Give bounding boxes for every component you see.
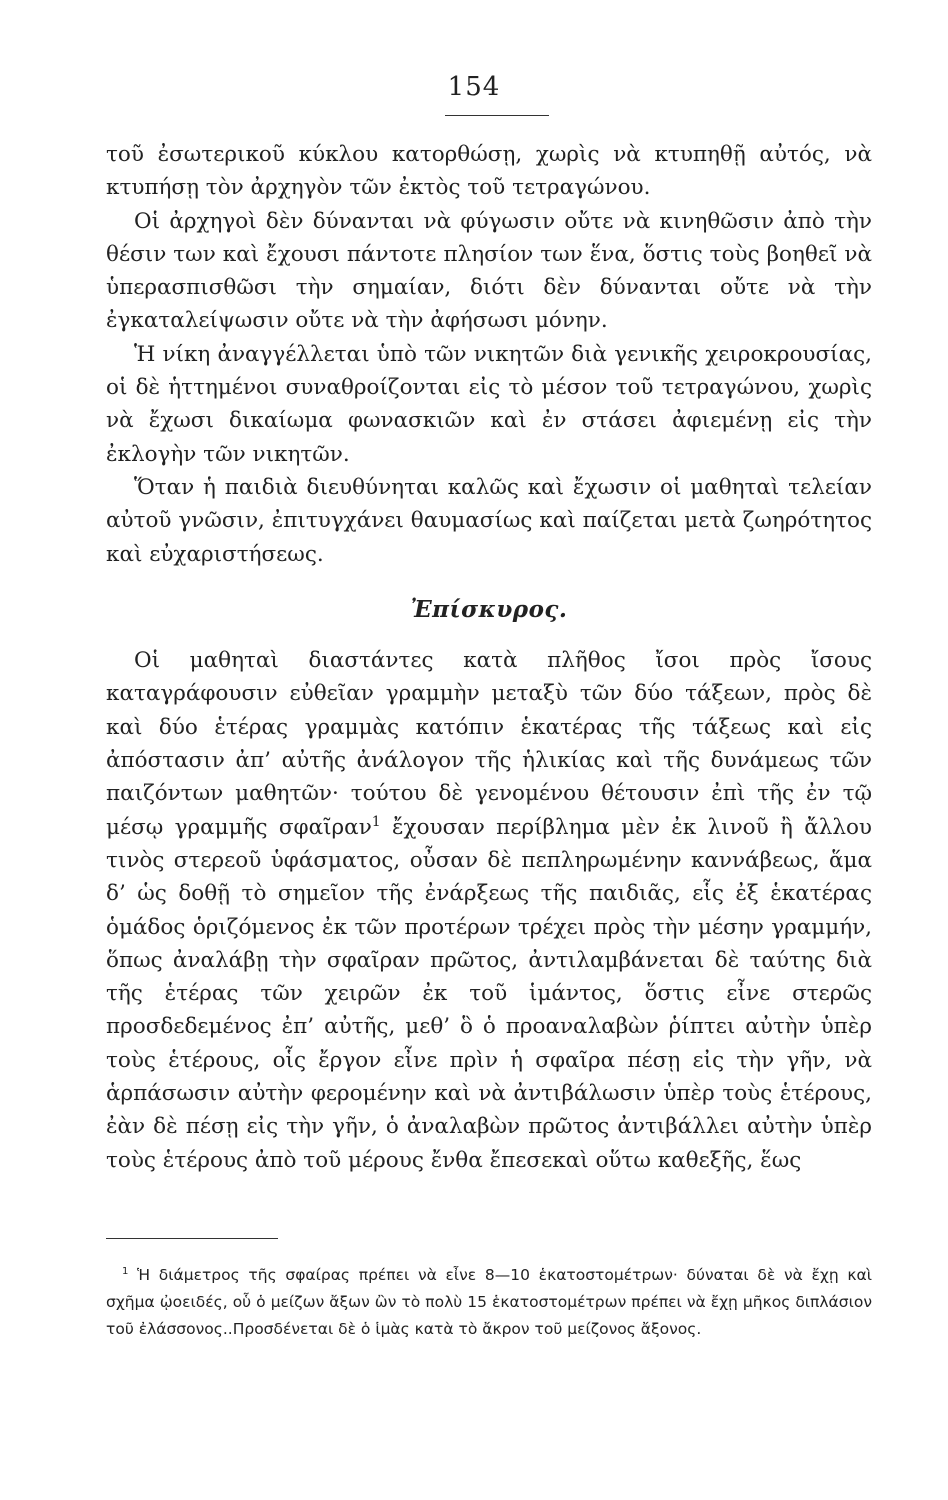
footnote — [106, 1262, 872, 1343]
main-text — [106, 138, 872, 1177]
section-paragraph — [106, 644, 872, 1177]
footnote-text: Ἡ διάμετρος τῆς σφαίρας πρέπει νὰ εἶνε 8—10 ἑκατοστομέτρων· δύναται δὲ νὰ ἔχῃ καὶ σχῆμα ᾠοειδές, οὗ ὁ μείζων ἄξων ὢν τὸ πολὺ 15 ἑκατοστομέτρων πρέπει νὰ ἔχῃ μῆκος διπλάσιον τοῦ ἐλάσσονος..Προσδένεται δὲ ὁ ἱμὰς κατὰ τὸ ἄκρον τοῦ μείζονος ἄξονος. — [106, 1266, 872, 1338]
paragraph-continuation: τοῦ ἐσωτερικοῦ κύκλου κατορθώσῃ, χωρὶς νὰ κτυπηθῇ αὐτός, νὰ κτυπήσῃ τὸν ἀρχηγὸν τῶν ἐκτὸς τοῦ τετραγώνου. — [106, 142, 872, 201]
footnote-rule — [106, 1238, 278, 1239]
page-number: 154 — [447, 72, 501, 102]
header-rule — [445, 115, 549, 116]
footnote-marker: 1 — [122, 1265, 129, 1277]
footnote-reference: 1 — [371, 813, 381, 830]
section-heading: Ἐπίσκυρος. — [410, 595, 568, 623]
section-paragraph-part-2: ἔχουσαν περίβλημα μὲν ἐκ λινοῦ ἢ ἄλλου τινὸς στερεοῦ ὑφάσματος, οὖσαν δὲ πεπληρωμένην καννάβεως, ἅμα δ’ ὡς δοθῇ τὸ σημεῖον τῆς ἐνάρξεως τῆς παιδιᾶς, εἷς ἐξ ἑκατέρας ὁμάδος ὁριζόμενος ἐκ τῶν προτέρων τρέχει πρὸς τὴν μέσην γραμμήν, ὅπως ἀναλάβῃ τὴν σφαῖραν πρῶτος, ἀντιλαμβάνεται δὲ ταύτης διὰ τῆς ἑτέρας τῶν χειρῶν ἐκ τοῦ ἱμάντος, ὅστις εἶνε στερῶς προσδεδεμένος ἐπ’ αὐτῆς, μεθ’ ὃ ὁ προαναλαβὼν ῥίπτει αὐτὴν ὑπὲρ τοὺς ἑτέρους, οἷς ἔργον εἶνε πρὶν ἡ σφαῖρα πέσῃ εἰς τὴν γῆν, νὰ ἁρπάσωσιν αὐτὴν φερομένην καὶ νὰ ἀντιβάλωσιν ὑπὲρ τοὺς ἑτέρους, ἐὰν δὲ πέσῃ εἰς τὴν γῆν, ὁ ἀναλαβὼν πρῶτος ἀντιβάλλει αὐτὴν ὑπὲρ τοὺς ἑτέρους ἀπὸ τοῦ μέρους ἔνθα ἔπεσεκαὶ οὕτω καθεξῆς, ἕως — [106, 814, 872, 1173]
paragraph: Ὅταν ἡ παιδιὰ διευθύνηται καλῶς καὶ ἔχωσιν οἱ μαθηταὶ τελείαν αὐτοῦ γνῶσιν, ἐπιτυγχάνει θαυμασίως καὶ παίζεται μετὰ ζωηρότητος καὶ εὐχαριστήσεως. — [106, 474, 872, 567]
paragraph: Οἱ ἀρχηγοὶ δὲν δύνανται νὰ φύγωσιν οὔτε νὰ κινηθῶσιν ἀπὸ τὴν θέσιν των καὶ ἔχουσι πάντοτε πλησίον των ἕνα, ὅστις τοὺς βοηθεῖ νὰ ὑπερασπισθῶσι τὴν σημαίαν, διότι δὲν δύνανται οὔτε νὰ τὴν ἐγκαταλείψωσιν οὔτε νὰ τὴν ἀφήσωσι μόνην. — [106, 208, 872, 334]
section-paragraph-part-1: Οἱ μαθηταὶ διαστάντες κατὰ πλῆθος ἴσοι πρὸς ἴσους καταγράφουσιν εὐθεῖαν γραμμὴν μεταξὺ τῶν δύο τάξεων, πρὸς δὲ καὶ δύο ἑτέρας γραμμὰς κατόπιν ἑκατέρας τῆς τάξεως καὶ εἰς ἀπόστασιν ἀπ’ αὐτῆς ἀνάλογον τῆς ἡλικίας καὶ τῆς δυνάμεως τῶν παιζόντων μαθητῶν· τούτου δὲ γενομένου θέτουσιν ἐπὶ τῆς ἐν τῷ μέσῳ γραμμῆς σφαῖραν — [106, 648, 872, 840]
paragraph: Ἡ νίκη ἀναγγέλλεται ὑπὸ τῶν νικητῶν διὰ γενικῆς χειροκρουσίας, οἱ δὲ ἡττημένοι συναθροίζονται εἰς τὸ μέσον τοῦ τετραγώνου, χωρὶς νὰ ἔχωσι δικαίωμα φωνασκιῶν καὶ ἐν στάσει ἀφιεμένῃ εἰς τὴν ἐκλογὴν τῶν νικητῶν. — [106, 341, 872, 467]
